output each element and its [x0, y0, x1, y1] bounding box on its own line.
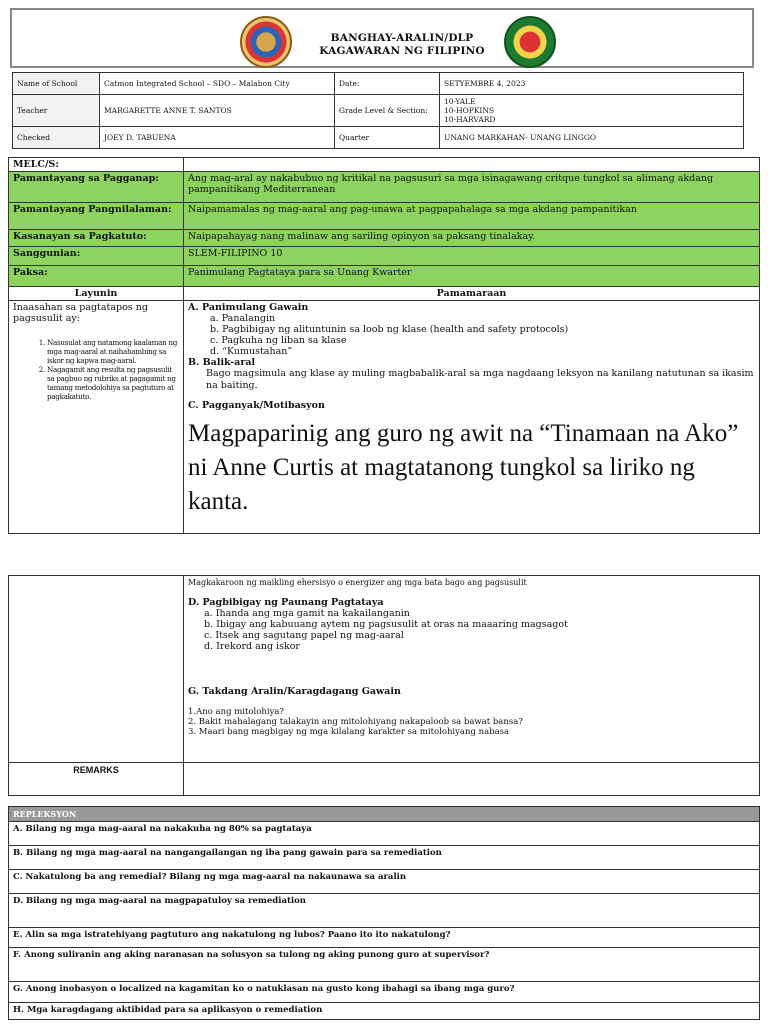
header-title-line2: KAGAWARAN NG FILIPINO	[319, 45, 485, 57]
section-d-item: a. Ihanda ang mga gamit na kakailanganin	[204, 608, 410, 619]
melc-label: MELC/S:	[9, 158, 184, 172]
remarks-value	[184, 763, 760, 796]
section-3: 10-HARVARD	[444, 115, 496, 124]
teacher-value: MARGARETTE ANNE T. SANTOS	[100, 95, 335, 127]
paksa-value: Panimulang Pagtataya para sa Unang Kwarter	[184, 266, 760, 287]
section-a-item: b. Pagbibigay ng alituntunin sa loob ng klase (health and safety protocols)	[210, 324, 569, 335]
layunin-item: 1. Nasusulat ang natamong kaalaman ng mga mag-aaral at naihahambing sa iskor ng kapwa mag-aaral.	[47, 338, 179, 365]
info-table	[12, 72, 744, 149]
section-g-title: G. Takdang Aralin/Karagdagang Gawain	[188, 686, 401, 697]
reflection-item: H. Mga karagdagang aktibidad para sa aplikasyon o remediation	[9, 1003, 760, 1020]
division-seal-icon	[240, 16, 292, 68]
section-d-item: d. Irekord ang iskor	[204, 641, 300, 652]
pamantayan-pangnilalaman-value: Naipamamalas ng mag-aaral ang pag-unawa at pagpapahalaga sa mga akdang pampanitikan	[184, 203, 760, 230]
grade-label: Grade Level & Section:	[335, 95, 440, 127]
energizer-text: Magkakaroon ng maikling ehersisyo o energizer ang mga bata bago ang pagsusulit	[188, 578, 527, 587]
reflection-header: REPLEKSYON	[9, 807, 760, 822]
section-2: 10-HOPKINS	[444, 106, 495, 115]
section-b-title: B. Balik-aral	[188, 357, 256, 368]
layunin-intro: Inaasahan sa pagtatapos ng pagsusulit ay:	[13, 302, 148, 324]
section-g-item: 2. Bakit mahalagang talakayin ang mitolohiyang nakapaloob sa bawat bansa?	[188, 717, 523, 727]
section-1: 10-YALE	[444, 97, 476, 106]
section-a-list	[188, 313, 755, 357]
section-a-title: A. Panimulang Gawain	[188, 302, 309, 313]
pamamaraan-cell	[184, 301, 760, 534]
document-header	[10, 8, 754, 68]
melc-value	[184, 158, 760, 172]
reflection-table	[8, 806, 760, 1020]
paksa-label: Paksa:	[9, 266, 184, 287]
section-a-item: c. Pagkuha ng liban sa klase	[210, 335, 347, 346]
section-c-text: Magpaparinig ang guro ng awit na “Tinamaan na Ako” ni Anne Curtis at magtatanong tungkol sa liriko ng kanta.	[188, 420, 739, 515]
pamantayan-pagganap-value: Ang mag-aral ay nakabubuo ng kritikal na pagsusuri sa mga isinagawang critque tungkol sa alimang akdang pampanitikang Mediterranean	[184, 172, 760, 203]
header-title	[307, 32, 497, 58]
section-b-text: Bago magsimula ang klase ay muling magbabalik-aral sa mga nagdaang leksyon na kanilang natutunan sa ikasim na baiting.	[206, 368, 754, 391]
sanggunian-label: Sanggunian:	[9, 247, 184, 266]
pamantayan-pangnilalaman-label: Pamantayang Pangnilalaman:	[9, 203, 184, 230]
reflection-item: A. Bilang ng mga mag-aaral na nakakuha ng 80% sa pagtataya	[9, 822, 760, 846]
reflection-item: G. Anong inobasyon o localized na kagamitan ko o natuklasan na gusto kong ibahagi sa ibang mga guro?	[9, 982, 760, 1003]
section-c-title: C. Pagganyak/Motibasyon	[188, 400, 325, 411]
reflection-item: D. Bilang ng mga mag-aaral na magpapatuloy sa remediation	[9, 894, 760, 928]
pamamaraan-continued-cell	[184, 576, 760, 763]
lesson-plan-continued-table	[8, 575, 760, 796]
date-value: SETYEMBRE 4, 2023	[440, 73, 744, 95]
section-d-list	[188, 608, 755, 652]
reflection-item: B. Bilang ng mga mag-aaral na nangangailangan ng iba pang gawain para sa remediation	[9, 846, 760, 870]
kasanayan-value: Naipapahayag nang malinaw ang sariling opinyon sa paksang tinalakay.	[184, 230, 760, 247]
section-g-item: 1.Ano ang mitolohiya?	[188, 707, 284, 717]
empty-layunin-cell	[9, 576, 184, 763]
school-value: Catmon Integrated School – SDO – Malabon City	[100, 73, 335, 95]
kasanayan-label: Kasanayan sa Pagkatuto:	[9, 230, 184, 247]
section-d-title: D. Pagbibigay ng Paunang Pagtataya	[188, 597, 384, 608]
quarter-value: UNANG MARKAHAN- UNANG LINGGO	[440, 127, 744, 149]
remarks-label: REMARKS	[9, 763, 184, 796]
pamamaraan-header: Pamamaraan	[184, 287, 760, 301]
section-d-item: b. Ibigay ang kabuuang aytem ng pagsusulit at oras na maaaring magsagot	[204, 619, 568, 630]
date-label: Date:	[335, 73, 440, 95]
layunin-list	[13, 338, 179, 401]
layunin-header: Layunin	[9, 287, 184, 301]
reflection-item: E. Alin sa mga istratehiyang pagtuturo ang nakatulong ng lubos? Paano ito ito nakatulong?	[9, 928, 760, 948]
section-d-item: c. Itsek ang sagutang papel ng mag-aaral	[204, 630, 404, 641]
header-title-line1: BANGHAY-ARALIN/DLP	[330, 32, 474, 44]
layunin-cell	[9, 301, 184, 534]
section-g-list	[188, 707, 755, 737]
section-g-item: 3. Maari bang magbigay ng mga kilalang karakter sa mitolohiyang nabasa	[188, 727, 510, 737]
quarter-label: Quarter	[335, 127, 440, 149]
section-a-item: a. Panalangin	[210, 313, 276, 324]
teacher-label: Teacher	[13, 95, 100, 127]
school-label: Name of School	[13, 73, 100, 95]
sections-cell	[440, 95, 744, 127]
checked-label: Checked	[13, 127, 100, 149]
lesson-plan-table	[8, 157, 760, 534]
reflection-item: F. Anong suliranin ang aking naranasan na solusyon sa tulong ng aking punong guro at supervisor?	[9, 948, 760, 982]
sanggunian-value: SLEM-FILIPINO 10	[184, 247, 760, 266]
pamantayan-pagganap-label: Pamantayang sa Pagganap:	[9, 172, 184, 203]
school-seal-icon	[504, 16, 556, 68]
section-a-item: d. “Kumustahan”	[210, 346, 293, 357]
layunin-item: 2. Nagagamit ang resulta ng pagsusulit sa pagbuo ng rubriks at pagagamit ng tamang metodolohiya sa pagtuturo at pagkakatuto.	[47, 365, 179, 401]
checked-value: JOEY D. TABUENA	[100, 127, 335, 149]
reflection-item: C. Nakatulong ba ang remedial? Bilang ng mga mag-aaral na nakaunawa sa aralin	[9, 870, 760, 894]
